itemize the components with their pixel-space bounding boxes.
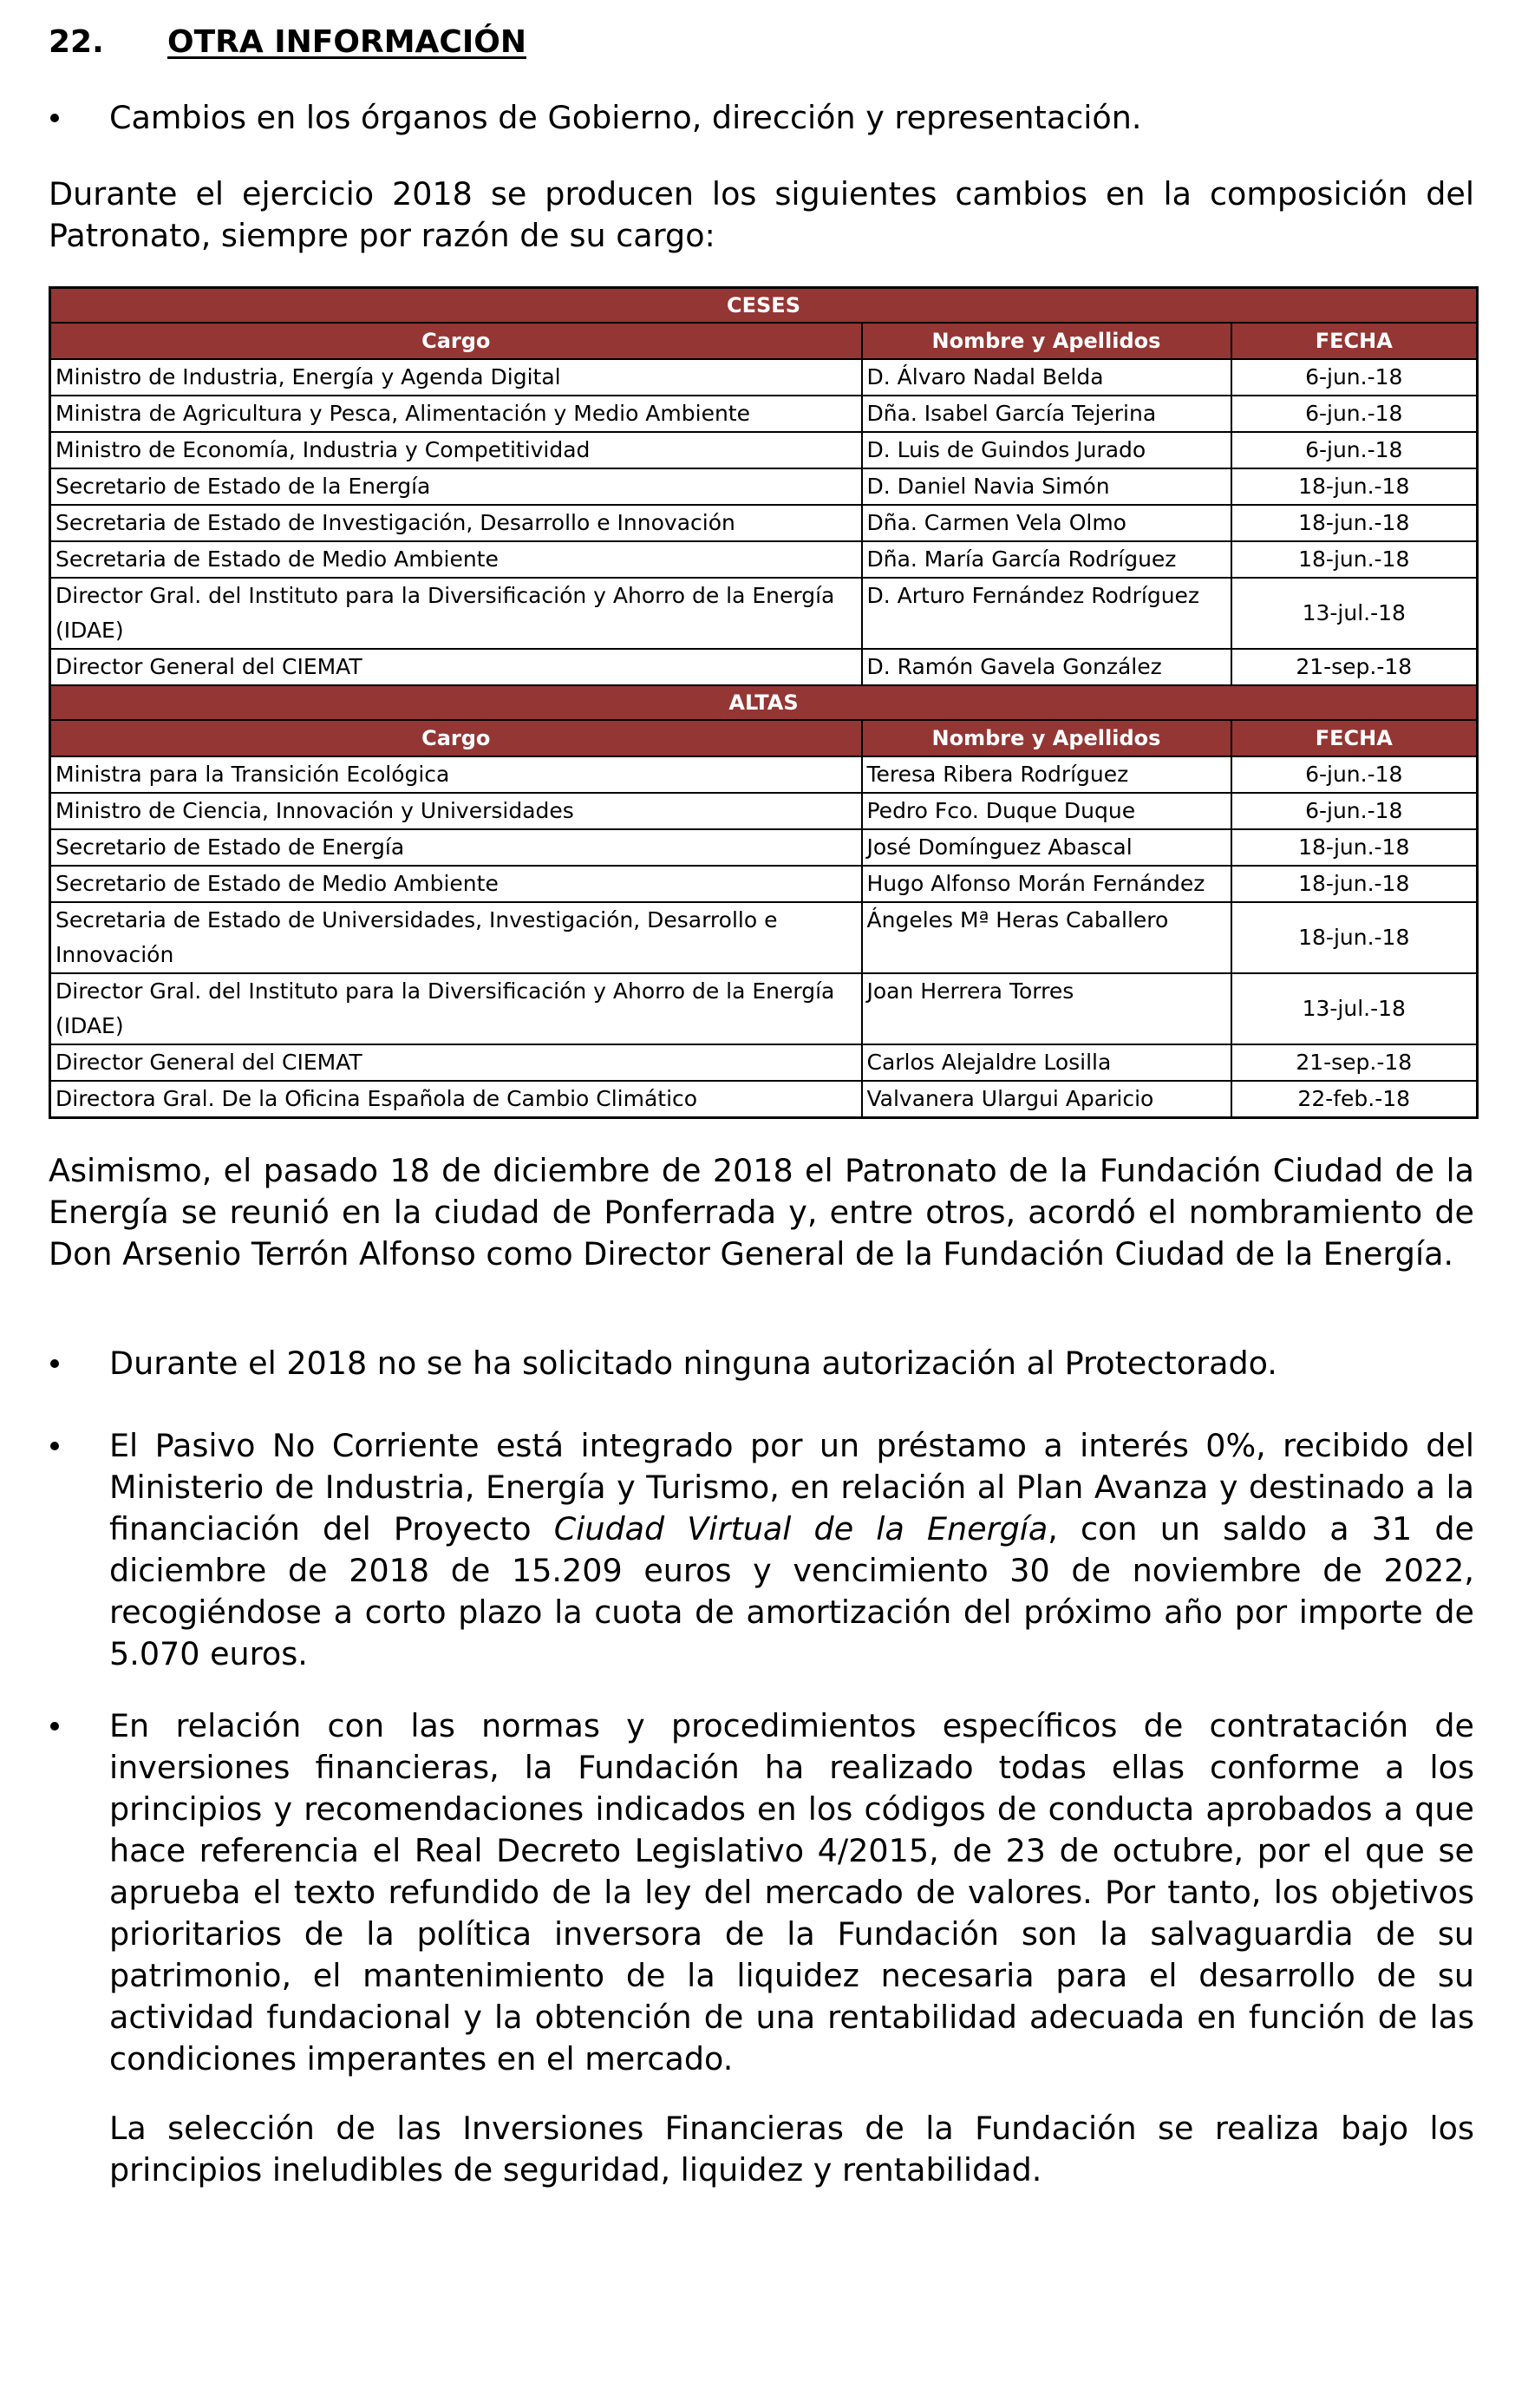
nombre-cell: Hugo Alfonso Morán Fernández [862, 866, 1231, 902]
table-row [50, 468, 1478, 505]
altas-header-row [50, 720, 1478, 756]
table-row [50, 396, 1478, 432]
bullet-item-protectorado [49, 1343, 1474, 1384]
cargo-cell: Director General del CIEMAT [50, 649, 862, 685]
intro-paragraph: Durante el ejercicio 2018 se producen los siguientes cambios en la composición del Patronato, siempre por razón de su cargo: [49, 175, 1474, 254]
fecha-cell: 18-jun.-18 [1231, 541, 1478, 578]
nombre-cell: D. Luis de Guindos Jurado [862, 432, 1231, 468]
fecha-cell: 22-feb.-18 [1231, 1081, 1478, 1118]
table-row [50, 505, 1478, 541]
column-header-nombre: Nombre y Apellidos [862, 720, 1231, 756]
nombre-cell: D. Arturo Fernández Rodríguez [862, 578, 1231, 649]
bullet-item-governance [49, 97, 1474, 139]
bullet-text [109, 1425, 1474, 1675]
nombre-cell: Carlos Alejaldre Losilla [862, 1044, 1231, 1081]
cargo-cell: Secretaria de Estado de Investigación, Desarrollo e Innovación [50, 505, 862, 541]
nombre-cell: Pedro Fco. Duque Duque [862, 793, 1231, 829]
table-row [50, 829, 1478, 866]
fecha-cell: 6-jun.-18 [1231, 793, 1478, 829]
table-row [50, 1081, 1478, 1118]
table-row [50, 902, 1478, 973]
ceses-section-row [50, 288, 1478, 324]
fecha-cell: 21-sep.-18 [1231, 649, 1478, 685]
asimismo-paragraph: Asimismo, el pasado 18 de diciembre de 2018 el Patronato de la Fundación Ciudad de la Energía se reunió en la ciudad de Ponferrada y, entre otros, acordó el nombramiento de Don Arsenio Terrón Alfonso como Director General de la Fundación Ciudad de la Energía. [49, 1152, 1474, 1273]
table-row [50, 793, 1478, 829]
bullet-text: En relación con las normas y procedimientos específicos de contratación de inversiones financieras, la Fundación ha realizado todas ellas conforme a los principios y recomendaciones indicados en los códigos de conducta aprobados a que hace referencia el Real Decreto Legislativo 4/2015, de 23 de octubre, por el que se aprueba el texto refundido de la ley del mercado de valores. Por tanto, los objetivos prioritarios de la política inversora de la Fundación son la salvaguardia de su patrimonio, el mantenimiento de la liquidez necesaria para el desarrollo de su actividad fundacional y la obtención de una rentabilidad adecuada en función de las condiciones imperantes en el mercado. [109, 1707, 1474, 2078]
altas-section-row [50, 685, 1478, 720]
cargo-cell: Secretaria de Estado de Medio Ambiente [50, 541, 862, 578]
cargo-cell: Secretario de Estado de Medio Ambiente [50, 866, 862, 902]
column-header-cargo: Cargo [50, 323, 862, 359]
pasivo-text-start: El Pasivo No Corriente está integrado por un préstamo a interés 0%, recibido del Ministerio de Industria, Energía y Turismo, en relación al Plan Avanza y destinado a la financiación del Proyecto [109, 1427, 1474, 1548]
table-row [50, 649, 1478, 685]
fecha-cell: 6-jun.-18 [1231, 396, 1478, 432]
fecha-cell: 18-jun.-18 [1231, 902, 1478, 973]
table-row [50, 973, 1478, 1044]
cargo-cell: Ministra de Agricultura y Pesca, Alimentación y Medio Ambiente [50, 396, 862, 432]
fecha-cell: 6-jun.-18 [1231, 359, 1478, 396]
bullet-icon [49, 1705, 109, 2080]
bullet-icon [49, 1425, 109, 1675]
table-row [50, 432, 1478, 468]
fecha-cell: 18-jun.-18 [1231, 505, 1478, 541]
final-paragraph: La selección de las Inversiones Financieras de la Fundación se realiza bajo los principios ineludibles de seguridad, liquidez y rentabilidad. [109, 2110, 1474, 2189]
nombre-cell: José Domínguez Abascal [862, 829, 1231, 866]
bullet-text: Cambios en los órganos de Gobierno, dirección y representación. [109, 99, 1142, 136]
nombre-cell: Teresa Ribera Rodríguez [862, 756, 1231, 793]
fecha-cell: 18-jun.-18 [1231, 866, 1478, 902]
cargo-cell: Director Gral. del Instituto para la Diversificación y Ahorro de la Energía (IDAE) [50, 973, 862, 1044]
table-row [50, 359, 1478, 396]
section-heading [49, 24, 526, 60]
table-row [50, 578, 1478, 649]
project-name: Ciudad Virtual de la Energía [553, 1510, 1048, 1548]
fecha-cell: 6-jun.-18 [1231, 756, 1478, 793]
fecha-cell: 18-jun.-18 [1231, 468, 1478, 505]
column-header-fecha: FECHA [1231, 323, 1478, 359]
table-row [50, 866, 1478, 902]
cargo-cell: Ministro de Ciencia, Innovación y Universidades [50, 793, 862, 829]
nombre-cell: D. Daniel Navia Simón [862, 468, 1231, 505]
patronato-changes-table [49, 286, 1479, 1119]
ceses-title: CESES [50, 288, 1478, 324]
cargo-cell: Secretario de Estado de Energía [50, 829, 862, 866]
nombre-cell: D. Ramón Gavela González [862, 649, 1231, 685]
pasivo-text-end: , con un saldo a 31 de diciembre de 2018 de 15.209 euros y vencimiento 30 de noviembre de 2022, recogiéndose a corto plazo la cuota de amortización del próximo año por importe de 5.070 euros. [109, 1510, 1474, 1672]
section-number: 22. [49, 24, 104, 60]
cargo-cell: Ministra para la Transición Ecológica [50, 756, 862, 793]
nombre-cell: D. Álvaro Nadal Belda [862, 359, 1231, 396]
bullet-icon [49, 1343, 109, 1384]
cargo-cell: Directora Gral. De la Oficina Española de Cambio Climático [50, 1081, 862, 1118]
nombre-cell: Joan Herrera Torres [862, 973, 1231, 1044]
section-title: OTRA INFORMACIÓN [167, 24, 526, 60]
nombre-cell: Dña. Isabel García Tejerina [862, 396, 1231, 432]
table-row [50, 541, 1478, 578]
cargo-cell: Secretario de Estado de la Energía [50, 468, 862, 505]
cargo-cell: Secretaria de Estado de Universidades, Investigación, Desarrollo e Innovación [50, 902, 862, 973]
nombre-cell: Dña. María García Rodríguez [862, 541, 1231, 578]
fecha-cell: 6-jun.-18 [1231, 432, 1478, 468]
nombre-cell: Ángeles Mª Heras Caballero [862, 902, 1231, 973]
fecha-cell: 18-jun.-18 [1231, 829, 1478, 866]
ceses-header-row [50, 323, 1478, 359]
nombre-cell: Dña. Carmen Vela Olmo [862, 505, 1231, 541]
column-header-fecha: FECHA [1231, 720, 1478, 756]
bullet-icon [49, 97, 109, 139]
cargo-cell: Director Gral. del Instituto para la Diversificación y Ahorro de la Energía (IDAE) [50, 578, 862, 649]
table-row [50, 756, 1478, 793]
cargo-cell: Ministro de Economía, Industria y Competitividad [50, 432, 862, 468]
column-header-nombre: Nombre y Apellidos [862, 323, 1231, 359]
bullet-text: Durante el 2018 no se ha solicitado ninguna autorización al Protectorado. [109, 1345, 1277, 1382]
fecha-cell: 13-jul.-18 [1231, 973, 1478, 1044]
fecha-cell: 21-sep.-18 [1231, 1044, 1478, 1081]
altas-title: ALTAS [50, 685, 1478, 720]
bullet-item-pasivo [49, 1425, 1474, 1675]
fecha-cell: 13-jul.-18 [1231, 578, 1478, 649]
cargo-cell: Director General del CIEMAT [50, 1044, 862, 1081]
table-row [50, 1044, 1478, 1081]
nombre-cell: Valvanera Ulargui Aparicio [862, 1081, 1231, 1118]
column-header-cargo: Cargo [50, 720, 862, 756]
cargo-cell: Ministro de Industria, Energía y Agenda Digital [50, 359, 862, 396]
bullet-item-inversiones [49, 1705, 1474, 2080]
